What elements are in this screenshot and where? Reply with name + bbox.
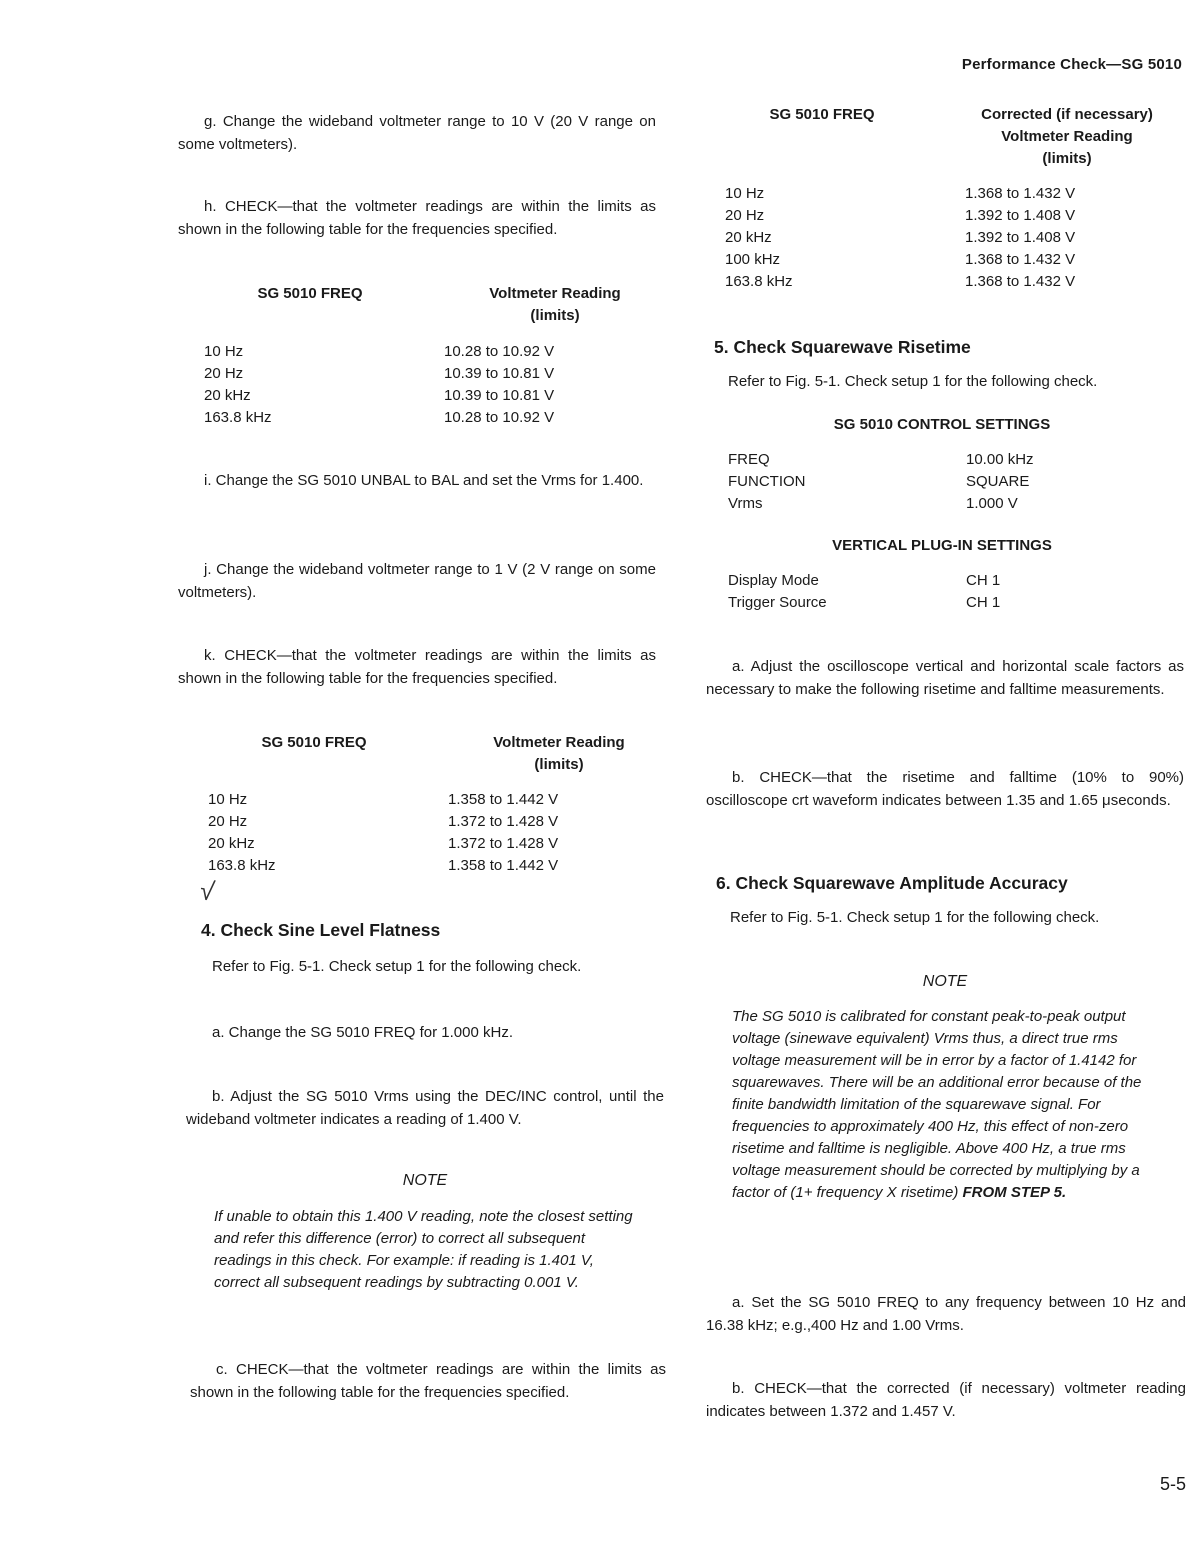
- step-4-c: c. CHECK—that the voltmeter readings are within the limits as shown in the following table for the frequencies specified.: [190, 1361, 666, 1401]
- table-3-col-corrected: Corrected (if necessary): [981, 106, 1153, 123]
- settings-row: [728, 570, 1168, 592]
- setting-name: Trigger Source: [728, 594, 827, 611]
- table-cell-reading: 10.39 to 10.81 V: [444, 365, 555, 382]
- table-cell-reading: 10.39 to 10.81 V: [444, 387, 555, 404]
- table-row: [725, 271, 1165, 293]
- table-1-col-limits: (limits): [530, 307, 580, 324]
- step-4-title: 4. Check Sine Level Flatness: [201, 920, 441, 940]
- table-row: [208, 855, 648, 877]
- step-6-title: 6. Check Squarewave Amplitude Accuracy: [716, 873, 1068, 893]
- step-4-b: b. Adjust the SG 5010 Vrms using the DEC/INC control, until the wideband voltmeter indicates a reading of 1.400 V.: [186, 1088, 664, 1128]
- table-cell-freq: 20 kHz: [725, 229, 772, 246]
- table-cell-reading: 1.358 to 1.442 V: [448, 791, 559, 808]
- table-row: [725, 227, 1165, 249]
- table-row: [725, 183, 1165, 205]
- table-cell-reading: 1.372 to 1.428 V: [448, 835, 559, 852]
- table-3-body: [725, 183, 1165, 293]
- table-row: [725, 205, 1165, 227]
- table-1-col-reading: Voltmeter Reading: [489, 285, 621, 302]
- table-cell-freq: 163.8 kHz: [204, 409, 272, 426]
- plugin-settings-title: VERTICAL PLUG-IN SETTINGS: [832, 537, 1052, 554]
- step-j: j. Change the wideband voltmeter range to 1 V (2 V range on some voltmeters).: [178, 561, 656, 601]
- step-4-a: a. Change the SG 5010 FREQ for 1.000 kHz.: [212, 1024, 513, 1041]
- table-cell-reading: 1.372 to 1.428 V: [448, 813, 559, 830]
- table-1-body: [204, 341, 644, 429]
- table-cell-freq: 20 Hz: [204, 365, 244, 382]
- handwritten-check-mark: √: [198, 875, 217, 907]
- table-row: [208, 833, 648, 855]
- table-row: [204, 385, 644, 407]
- table-3-col-limits: (limits): [1042, 150, 1092, 167]
- table-cell-freq: 10 Hz: [725, 185, 765, 202]
- setting-name: FUNCTION: [728, 473, 806, 490]
- step-6-b: b. CHECK—that the corrected (if necessary) voltmeter reading indicates between 1.372 and 1.457 V.: [706, 1380, 1186, 1420]
- table-cell-reading: 10.28 to 10.92 V: [444, 409, 555, 426]
- table-cell-freq: 163.8 kHz: [725, 273, 793, 290]
- step-5-a: a. Adjust the oscilloscope vertical and horizontal scale factors as necessary to make the following risetime and falltime measurements.: [706, 658, 1184, 698]
- table-2-body: [208, 789, 648, 877]
- step-h: h. CHECK—that the voltmeter readings are within the limits as shown in the following table for the frequencies specified.: [178, 198, 656, 238]
- table-cell-reading: 1.368 to 1.432 V: [965, 273, 1076, 290]
- table-2-col-reading: Voltmeter Reading: [493, 734, 625, 751]
- table-cell-freq: 100 kHz: [725, 251, 781, 268]
- setting-value: CH 1: [966, 594, 1001, 611]
- table-2-col-limits: (limits): [534, 756, 584, 773]
- table-cell-freq: 20 Hz: [208, 813, 248, 830]
- settings-row: [728, 592, 1168, 614]
- table-2-col-freq: SG 5010 FREQ: [261, 734, 367, 751]
- setting-name: Vrms: [728, 495, 763, 512]
- table-cell-reading: 1.368 to 1.432 V: [965, 185, 1076, 202]
- table-cell-freq: 20 Hz: [725, 207, 765, 224]
- table-3-col-freq: SG 5010 FREQ: [769, 106, 875, 123]
- table-cell-freq: 10 Hz: [208, 791, 248, 808]
- table-row: [204, 407, 644, 429]
- step-k: k. CHECK—that the voltmeter readings are within the limits as shown in the following table for the frequencies specified.: [178, 647, 656, 687]
- step-5-b: b. CHECK—that the risetime and falltime (10% to 90%) oscilloscope crt waveform indicates between 1.35 and 1.65 μseconds.: [706, 769, 1184, 809]
- note-text-right-bold: FROM STEP 5.: [962, 1184, 1067, 1201]
- note-text-right: [732, 1006, 1164, 1204]
- table-row: [204, 363, 644, 385]
- setting-value: 10.00 kHz: [966, 451, 1034, 468]
- table-cell-reading: 10.28 to 10.92 V: [444, 343, 555, 360]
- setting-name: Display Mode: [728, 572, 819, 589]
- table-cell-reading: 1.392 to 1.408 V: [965, 229, 1076, 246]
- setting-name: FREQ: [728, 451, 770, 468]
- settings-row: [728, 449, 1168, 471]
- table-row: [208, 811, 648, 833]
- table-cell-freq: 20 kHz: [208, 835, 255, 852]
- step-5-title: 5. Check Squarewave Risetime: [714, 337, 971, 357]
- table-cell-freq: 20 kHz: [204, 387, 251, 404]
- step-5-ref: Refer to Fig. 5-1. Check setup 1 for the following check.: [728, 373, 1098, 390]
- plugin-settings-table: [728, 570, 1168, 614]
- setting-value: 1.000 V: [966, 495, 1018, 512]
- page-number: 5-5: [1159, 1474, 1186, 1494]
- table-cell-reading: 1.358 to 1.442 V: [448, 857, 559, 874]
- table-row: [204, 341, 644, 363]
- setting-value: CH 1: [966, 572, 1001, 589]
- table-cell-freq: 163.8 kHz: [208, 857, 276, 874]
- step-6-a: a. Set the SG 5010 FREQ to any frequency between 10 Hz and 16.38 kHz; e.g.,400 Hz and 1.00 Vrms.: [706, 1294, 1186, 1334]
- table-row: [725, 249, 1165, 271]
- table-cell-reading: 1.392 to 1.408 V: [965, 207, 1076, 224]
- control-settings-table: [728, 449, 1168, 515]
- table-cell-reading: 1.368 to 1.432 V: [965, 251, 1076, 268]
- note-title-right: NOTE: [922, 973, 968, 990]
- step-4-ref: Refer to Fig. 5-1. Check setup 1 for the following check.: [212, 958, 582, 975]
- control-settings-title: SG 5010 CONTROL SETTINGS: [833, 416, 1051, 433]
- note-text-left: If unable to obtain this 1.400 V reading, note the closest setting and refer this difference (error) to correct all subsequent readings in this check. For example: if reading is 1.401 V, correct all subsequent readings by subtracting 0.001 V.: [214, 1208, 633, 1291]
- note-text-right-body: The SG 5010 is calibrated for constant peak-to-peak output voltage (sinewave equivalent) Vrms thus, a direct true rms voltage measurement will be in error by a factor of 1.4142 for squarewaves. There will be an additional error because of the finite bandwidth limitation of the squarewave signal. For frequencies to approximately 400 Hz, this effect of non-zero risetime and falltime is negligible. Above 400 Hz, a true rms voltage measurement should be corrected by multiplying by a factor of (1+ frequency X risetime): [732, 1008, 1142, 1201]
- table-3-col-reading: Voltmeter Reading: [1001, 128, 1133, 145]
- page-header: Performance Check—SG 5010: [961, 56, 1182, 73]
- step-i: i. Change the SG 5010 UNBAL to BAL and set the Vrms for 1.400.: [204, 472, 644, 489]
- table-1-col-freq: SG 5010 FREQ: [257, 285, 363, 302]
- settings-row: [728, 471, 1168, 493]
- setting-value: SQUARE: [966, 473, 1030, 490]
- step-6-ref: Refer to Fig. 5-1. Check setup 1 for the following check.: [730, 909, 1100, 926]
- table-cell-freq: 10 Hz: [204, 343, 244, 360]
- settings-row: [728, 493, 1168, 515]
- table-row: [208, 789, 648, 811]
- note-title-left: NOTE: [402, 1172, 448, 1189]
- step-g: g. Change the wideband voltmeter range to 10 V (20 V range on some voltmeters).: [178, 113, 656, 153]
